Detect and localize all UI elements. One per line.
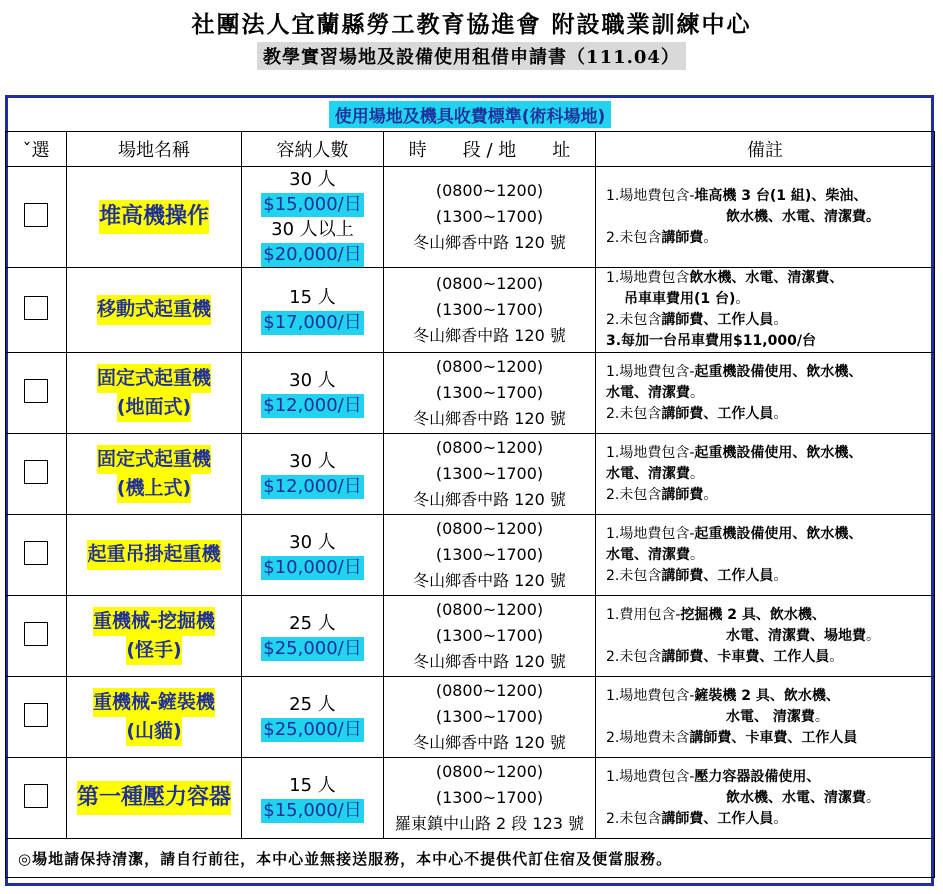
select-checkbox[interactable]: [24, 622, 48, 646]
remark-post: 。: [829, 648, 844, 665]
select-cell: [6, 515, 67, 596]
capacity-cell: [242, 677, 384, 758]
select-checkbox[interactable]: [24, 541, 48, 565]
remark-post: 。: [690, 465, 704, 482]
select-cell: [6, 596, 67, 677]
price-text: $12,000/日: [263, 476, 362, 497]
capacity-cell: [242, 758, 384, 839]
remark-pre: 2.未包含: [606, 405, 662, 422]
remark-post: 。: [773, 405, 788, 422]
time-slot: (0800~1200): [435, 357, 544, 376]
document-title: 社團法人宜蘭縣勞工教育協進會 附設職業訓練中心: [191, 11, 752, 38]
address-text: 冬山鄉香中路 120 號: [413, 652, 566, 671]
remark-line: [606, 383, 934, 404]
select-cell: [6, 353, 67, 434]
remark-bold: 堆高機 3 台(1 組)、柴油、: [694, 187, 868, 204]
remarks-cell: [596, 167, 935, 268]
col-capacity-header: 容納人數: [242, 132, 384, 167]
time-slot: (0800~1200): [435, 600, 544, 619]
remark-post: 。: [690, 546, 704, 563]
remark-bold: 飲水機、水電、清潔費: [726, 789, 866, 806]
select-checkbox[interactable]: [24, 203, 48, 227]
address-text: 冬山鄉香中路 120 號: [413, 326, 566, 345]
remark-pre: 2.未包含: [606, 648, 662, 665]
remark-bold: 水電、清潔費: [606, 546, 690, 563]
venue-name-cell: [67, 758, 242, 839]
remark-line: [606, 289, 934, 310]
remark-line: [606, 767, 934, 788]
remark-bold: 飲水機、水電、清潔費。: [726, 208, 880, 225]
footer-note: ◎場地請保持清潔，請自行前往，本中心並無接送服務，本中心不提供代訂住宿及便當服務。: [6, 839, 935, 878]
capacity-text: 30 人: [289, 451, 336, 472]
capacity-text: 25 人: [289, 613, 336, 634]
remark-post: 。: [866, 627, 880, 644]
capacity-cell: [242, 434, 384, 515]
capacity-cell: [242, 268, 384, 353]
remark-bold: 起重機設備使用、飲水機、: [694, 525, 863, 542]
time-slot: (0800~1200): [435, 681, 544, 700]
select-cell: [6, 268, 67, 353]
venue-name-cell: [67, 167, 242, 268]
remark-pre: 1.場地費包含-: [606, 444, 695, 461]
remark-bold: 水電、清潔費、場地費: [726, 627, 866, 644]
col-name-header: 場地名稱: [67, 132, 242, 167]
remarks-cell: [596, 268, 935, 353]
venue-name: 重機械-鏟裝機: [93, 688, 215, 717]
venue-name: 第一種壓力容器: [77, 781, 231, 815]
select-cell: [6, 758, 67, 839]
table-row: [6, 758, 935, 839]
remark-bold: 水電、 清潔費: [726, 708, 815, 725]
remark-post: 。: [703, 229, 718, 246]
remark-bold: 講師費、工作人員: [661, 810, 774, 827]
remark-bold: 講師費: [661, 229, 704, 246]
venue-name: 固定式起重機: [97, 445, 211, 474]
remark-pre: 2.未包含: [606, 229, 662, 246]
fee-table: [5, 98, 935, 878]
price-text: $15,000/日: [263, 194, 362, 215]
time-address-cell: [384, 167, 596, 268]
capacity-cell: [242, 167, 384, 268]
time-slot: (1300~1700): [435, 383, 544, 402]
table-row: [6, 353, 935, 434]
time-address-cell: [384, 758, 596, 839]
venue-name: 堆高機操作: [99, 200, 209, 234]
time-slot: (1300~1700): [435, 626, 544, 645]
capacity-text: 25 人: [289, 694, 336, 715]
remark-line: [606, 443, 934, 464]
remark-pre: 2.未包含: [606, 312, 662, 328]
price-text: $25,000/日: [263, 719, 362, 740]
remark-post: 。: [773, 810, 788, 827]
time-slot: (1300~1700): [435, 207, 544, 226]
remarks-cell: [596, 596, 935, 677]
price-text: $20,000/日: [263, 244, 362, 265]
address-text: 冬山鄉香中路 120 號: [413, 571, 566, 590]
address-text: 羅東鎮中山路 2 段 123 號: [394, 814, 585, 833]
footer-row: [6, 839, 935, 878]
venue-name: (怪手): [126, 636, 181, 665]
remark-bold: 水電、清潔費: [606, 384, 690, 401]
venue-name-cell: [67, 434, 242, 515]
remark-line: [606, 268, 934, 289]
remark-bold: 講師費、工作人員: [661, 312, 774, 328]
remark-post: 。: [814, 708, 829, 725]
remark-bold: 講師費: [661, 486, 704, 503]
select-cell: [6, 677, 67, 758]
time-slot: (1300~1700): [435, 545, 544, 564]
time-address-cell: [384, 434, 596, 515]
time-slot: (0800~1200): [435, 519, 544, 538]
venue-name: (山貓): [126, 717, 181, 746]
remark-bold: 講師費、工作人員: [661, 405, 774, 422]
time-slot: (1300~1700): [435, 300, 544, 319]
time-address-cell: [384, 677, 596, 758]
remark-bold: 起重機設備使用、飲水機、: [694, 363, 863, 380]
remark-line: [606, 605, 934, 626]
select-checkbox[interactable]: [24, 296, 48, 320]
venue-name: 起重吊掛起重機: [87, 540, 220, 569]
remark-line: [606, 626, 934, 647]
table-row: [6, 596, 935, 677]
remark-pre: 1.場地費包含-: [606, 687, 695, 704]
remark-post: 。: [735, 291, 750, 307]
remark-pre: 2.未包含: [606, 567, 662, 584]
remark-line: [606, 331, 934, 352]
remark-bold: 3.每加一台吊車費用$11,000/台: [606, 333, 816, 349]
remark-line: [606, 788, 934, 809]
capacity-cell: [242, 515, 384, 596]
venue-name: 固定式起重機: [97, 364, 211, 393]
table-row: [6, 167, 935, 268]
table-row: [6, 677, 935, 758]
address-text: 冬山鄉香中路 120 號: [413, 733, 566, 752]
remark-post: 。: [773, 567, 788, 584]
remark-pre: 1.場地費包含-: [606, 768, 695, 785]
remark-line: [606, 228, 934, 249]
select-cell: [6, 167, 67, 268]
remark-post: 。: [866, 789, 880, 806]
time-address-cell: [384, 268, 596, 353]
remark-line: [606, 404, 934, 425]
address-text: 冬山鄉香中路 120 號: [413, 233, 566, 252]
remark-line: [606, 310, 934, 331]
remark-pre: 2.場地費未含: [606, 729, 690, 746]
price-text: $12,000/日: [263, 395, 362, 416]
remark-bold: 壓力容器設備使用、: [694, 768, 821, 785]
banner-text: 使用場地及機具收費標準(術科場地): [329, 101, 612, 128]
venue-name: 重機械-挖掘機: [93, 607, 215, 636]
price-text: $15,000/日: [263, 800, 362, 821]
venue-name-cell: [67, 677, 242, 758]
remarks-cell: [596, 353, 935, 434]
venue-name: 移動式起重機: [97, 295, 211, 324]
remarks-cell: [596, 515, 935, 596]
table-row: [6, 268, 935, 353]
remarks-cell: [596, 434, 935, 515]
venue-name-cell: [67, 515, 242, 596]
select-checkbox[interactable]: [24, 460, 48, 484]
capacity-text: 30 人以上: [271, 219, 354, 240]
time-address-cell: [384, 596, 596, 677]
document-subtitle: 教學實習場地及設備使用租借申請書（111.04）: [257, 42, 686, 70]
remark-line: [606, 809, 934, 830]
time-slot: (0800~1200): [435, 438, 544, 457]
venue-name-cell: [67, 596, 242, 677]
remark-pre: 1.場地費包含: [606, 270, 690, 286]
time-address-cell: [384, 353, 596, 434]
capacity-text: 30 人: [289, 370, 336, 391]
venue-name-cell: [67, 268, 242, 353]
remark-bold: 講師費、工作人員: [661, 567, 774, 584]
time-slot: (1300~1700): [435, 464, 544, 483]
remark-post: 。: [690, 384, 704, 401]
capacity-text: 15 人: [289, 775, 336, 796]
remark-bold: 水電、清潔費: [606, 465, 690, 482]
remark-line: [606, 186, 934, 207]
remark-pre: 2.未包含: [606, 810, 662, 827]
time-address-cell: [384, 515, 596, 596]
venue-name-cell: [67, 353, 242, 434]
remark-bold: 挖掘機 2 具、飲水機、: [680, 606, 826, 623]
capacity-cell: [242, 596, 384, 677]
remark-bold: 吊車車費用(1 台): [624, 291, 736, 307]
remark-bold: 講師費、卡車費、工作人員: [689, 729, 858, 746]
price-text: $25,000/日: [263, 638, 362, 659]
remark-line: [606, 545, 934, 566]
remark-line: [606, 524, 934, 545]
select-checkbox[interactable]: [24, 784, 48, 808]
price-text: $10,000/日: [263, 557, 362, 578]
remark-post: 。: [703, 486, 718, 503]
remark-bold: 講師費、卡車費、工作人員: [661, 648, 830, 665]
select-cell: [6, 434, 67, 515]
price-text: $17,000/日: [263, 312, 362, 333]
remark-line: [606, 362, 934, 383]
address-text: 冬山鄉香中路 120 號: [413, 490, 566, 509]
capacity-cell: [242, 353, 384, 434]
remark-line: [606, 566, 934, 587]
remark-pre: 1.場地費包含-: [606, 525, 695, 542]
remark-line: [606, 707, 934, 728]
remark-line: [606, 207, 934, 228]
select-checkbox[interactable]: [24, 379, 48, 403]
remark-line: [606, 728, 934, 749]
remark-bold: 飲水機、水電、清潔費、: [689, 270, 844, 286]
remark-line: [606, 647, 934, 668]
venue-name: (地面式): [117, 393, 191, 422]
col-remarks-header: 備註: [596, 132, 935, 167]
remark-line: [606, 464, 934, 485]
remark-line: [606, 485, 934, 506]
address-text: 冬山鄉香中路 120 號: [413, 409, 566, 428]
remark-pre: 1.場地費包含-: [606, 187, 695, 204]
remarks-cell: [596, 758, 935, 839]
remark-pre: 1.場地費包含-: [606, 363, 695, 380]
capacity-text: 30 人: [289, 532, 336, 553]
time-slot: (1300~1700): [435, 707, 544, 726]
time-slot: (0800~1200): [435, 274, 544, 293]
time-slot: (0800~1200): [435, 181, 544, 200]
remark-bold: 起重機設備使用、飲水機、: [694, 444, 863, 461]
capacity-text: 30 人: [289, 169, 336, 190]
capacity-text: 15 人: [289, 287, 336, 308]
remark-bold: 鏟裝機 2 具、飲水機、: [694, 687, 840, 704]
remark-pre: 2.未包含: [606, 486, 662, 503]
time-slot: (1300~1700): [435, 788, 544, 807]
venue-name: (機上式): [117, 474, 191, 503]
remark-pre: 1.費用包含-: [606, 606, 681, 623]
remark-line: [606, 686, 934, 707]
table-row: [6, 434, 935, 515]
table-row: [6, 515, 935, 596]
select-checkbox[interactable]: [24, 703, 48, 727]
remark-post: 。: [773, 312, 788, 328]
col-time-header: 時 段 / 地 址: [384, 132, 596, 167]
col-select-header: ˇ選: [6, 132, 67, 167]
remarks-cell: [596, 677, 935, 758]
table-banner: [6, 98, 935, 132]
time-slot: (0800~1200): [435, 762, 544, 781]
column-header-row: [6, 132, 935, 167]
